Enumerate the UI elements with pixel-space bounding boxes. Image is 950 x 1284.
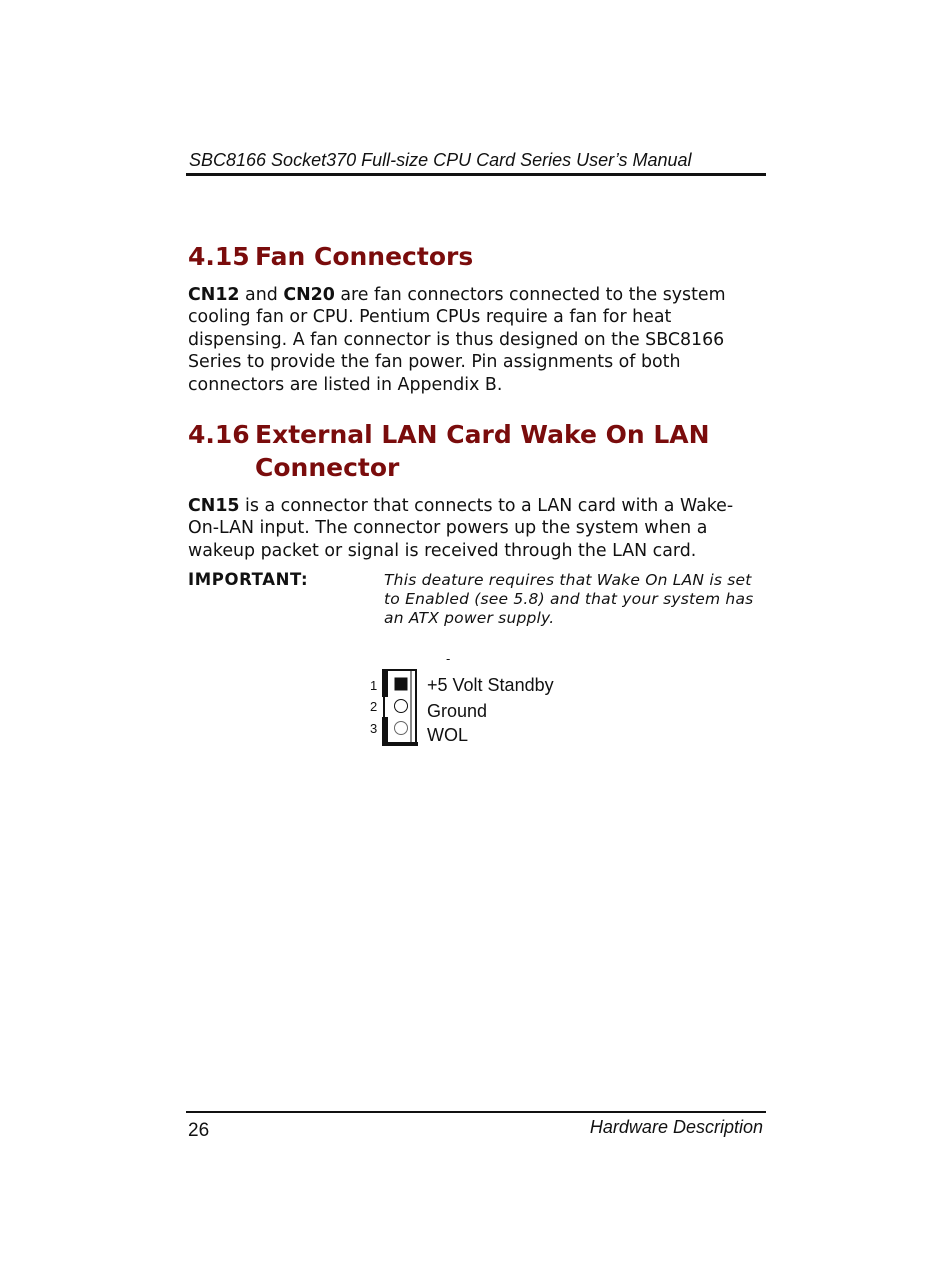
pin-2-round-pad bbox=[395, 700, 408, 713]
important-note: This deature requires that Wake On LAN is set to Enabled (see 5.8) and that your system has an ATX power supply. bbox=[384, 571, 754, 627]
section-number: 4.16 bbox=[188, 420, 250, 449]
pin-1-square-pad bbox=[395, 678, 408, 691]
section-number: 4.15 bbox=[188, 242, 250, 271]
section-title: Fan Connectors bbox=[255, 242, 474, 271]
section-heading-4-15 bbox=[188, 240, 748, 274]
section-heading-4-16 bbox=[188, 418, 748, 486]
paragraph-text: and bbox=[239, 285, 284, 305]
important-label: IMPORTANT: bbox=[188, 570, 309, 589]
paragraph-text: is a connector that connects to a LAN card with a Wake-On-LAN input. The connector powers up the system when a wakeup packet or signal is received through the LAN card. bbox=[188, 496, 734, 561]
paragraph-text: are fan connectors connected to the system cooling fan or CPU. Pentium CPUs require a fan for heat dispensing. A fan connector is thus designed on the SBC8166 Series to provide the fan power. Pin assignments of both connectors are listed in Appendix B. bbox=[188, 285, 726, 395]
running-header: SBC8166 Socket370 Full-size CPU Card Series User’s Manual bbox=[189, 150, 692, 170]
cn15-pin-diagram bbox=[360, 650, 620, 760]
page-number: 26 bbox=[188, 1120, 210, 1141]
connector-id-cn20: CN20 bbox=[283, 285, 335, 305]
footer-rule bbox=[186, 1111, 766, 1113]
diagram-mark: - bbox=[446, 652, 451, 666]
fan-connectors-paragraph bbox=[188, 284, 763, 396]
connector-id-cn15: CN15 bbox=[188, 496, 240, 516]
pin-label-3: WOL bbox=[427, 725, 469, 745]
pin-label-2: Ground bbox=[427, 701, 488, 721]
pin-label-1: +5 Volt Standby bbox=[427, 675, 554, 695]
pin-number-3: 3 bbox=[370, 721, 378, 736]
connector-id-cn12: CN12 bbox=[188, 285, 240, 305]
pin-3-round-pad bbox=[395, 722, 408, 735]
pin-number-1: 1 bbox=[370, 678, 378, 693]
wol-connector-paragraph bbox=[188, 495, 763, 562]
footer-section-title: Hardware Description bbox=[589, 1117, 763, 1137]
pin-number-2: 2 bbox=[370, 699, 378, 714]
header-rule bbox=[186, 173, 766, 176]
section-title: External LAN Card Wake On LAN Connector bbox=[255, 420, 710, 482]
